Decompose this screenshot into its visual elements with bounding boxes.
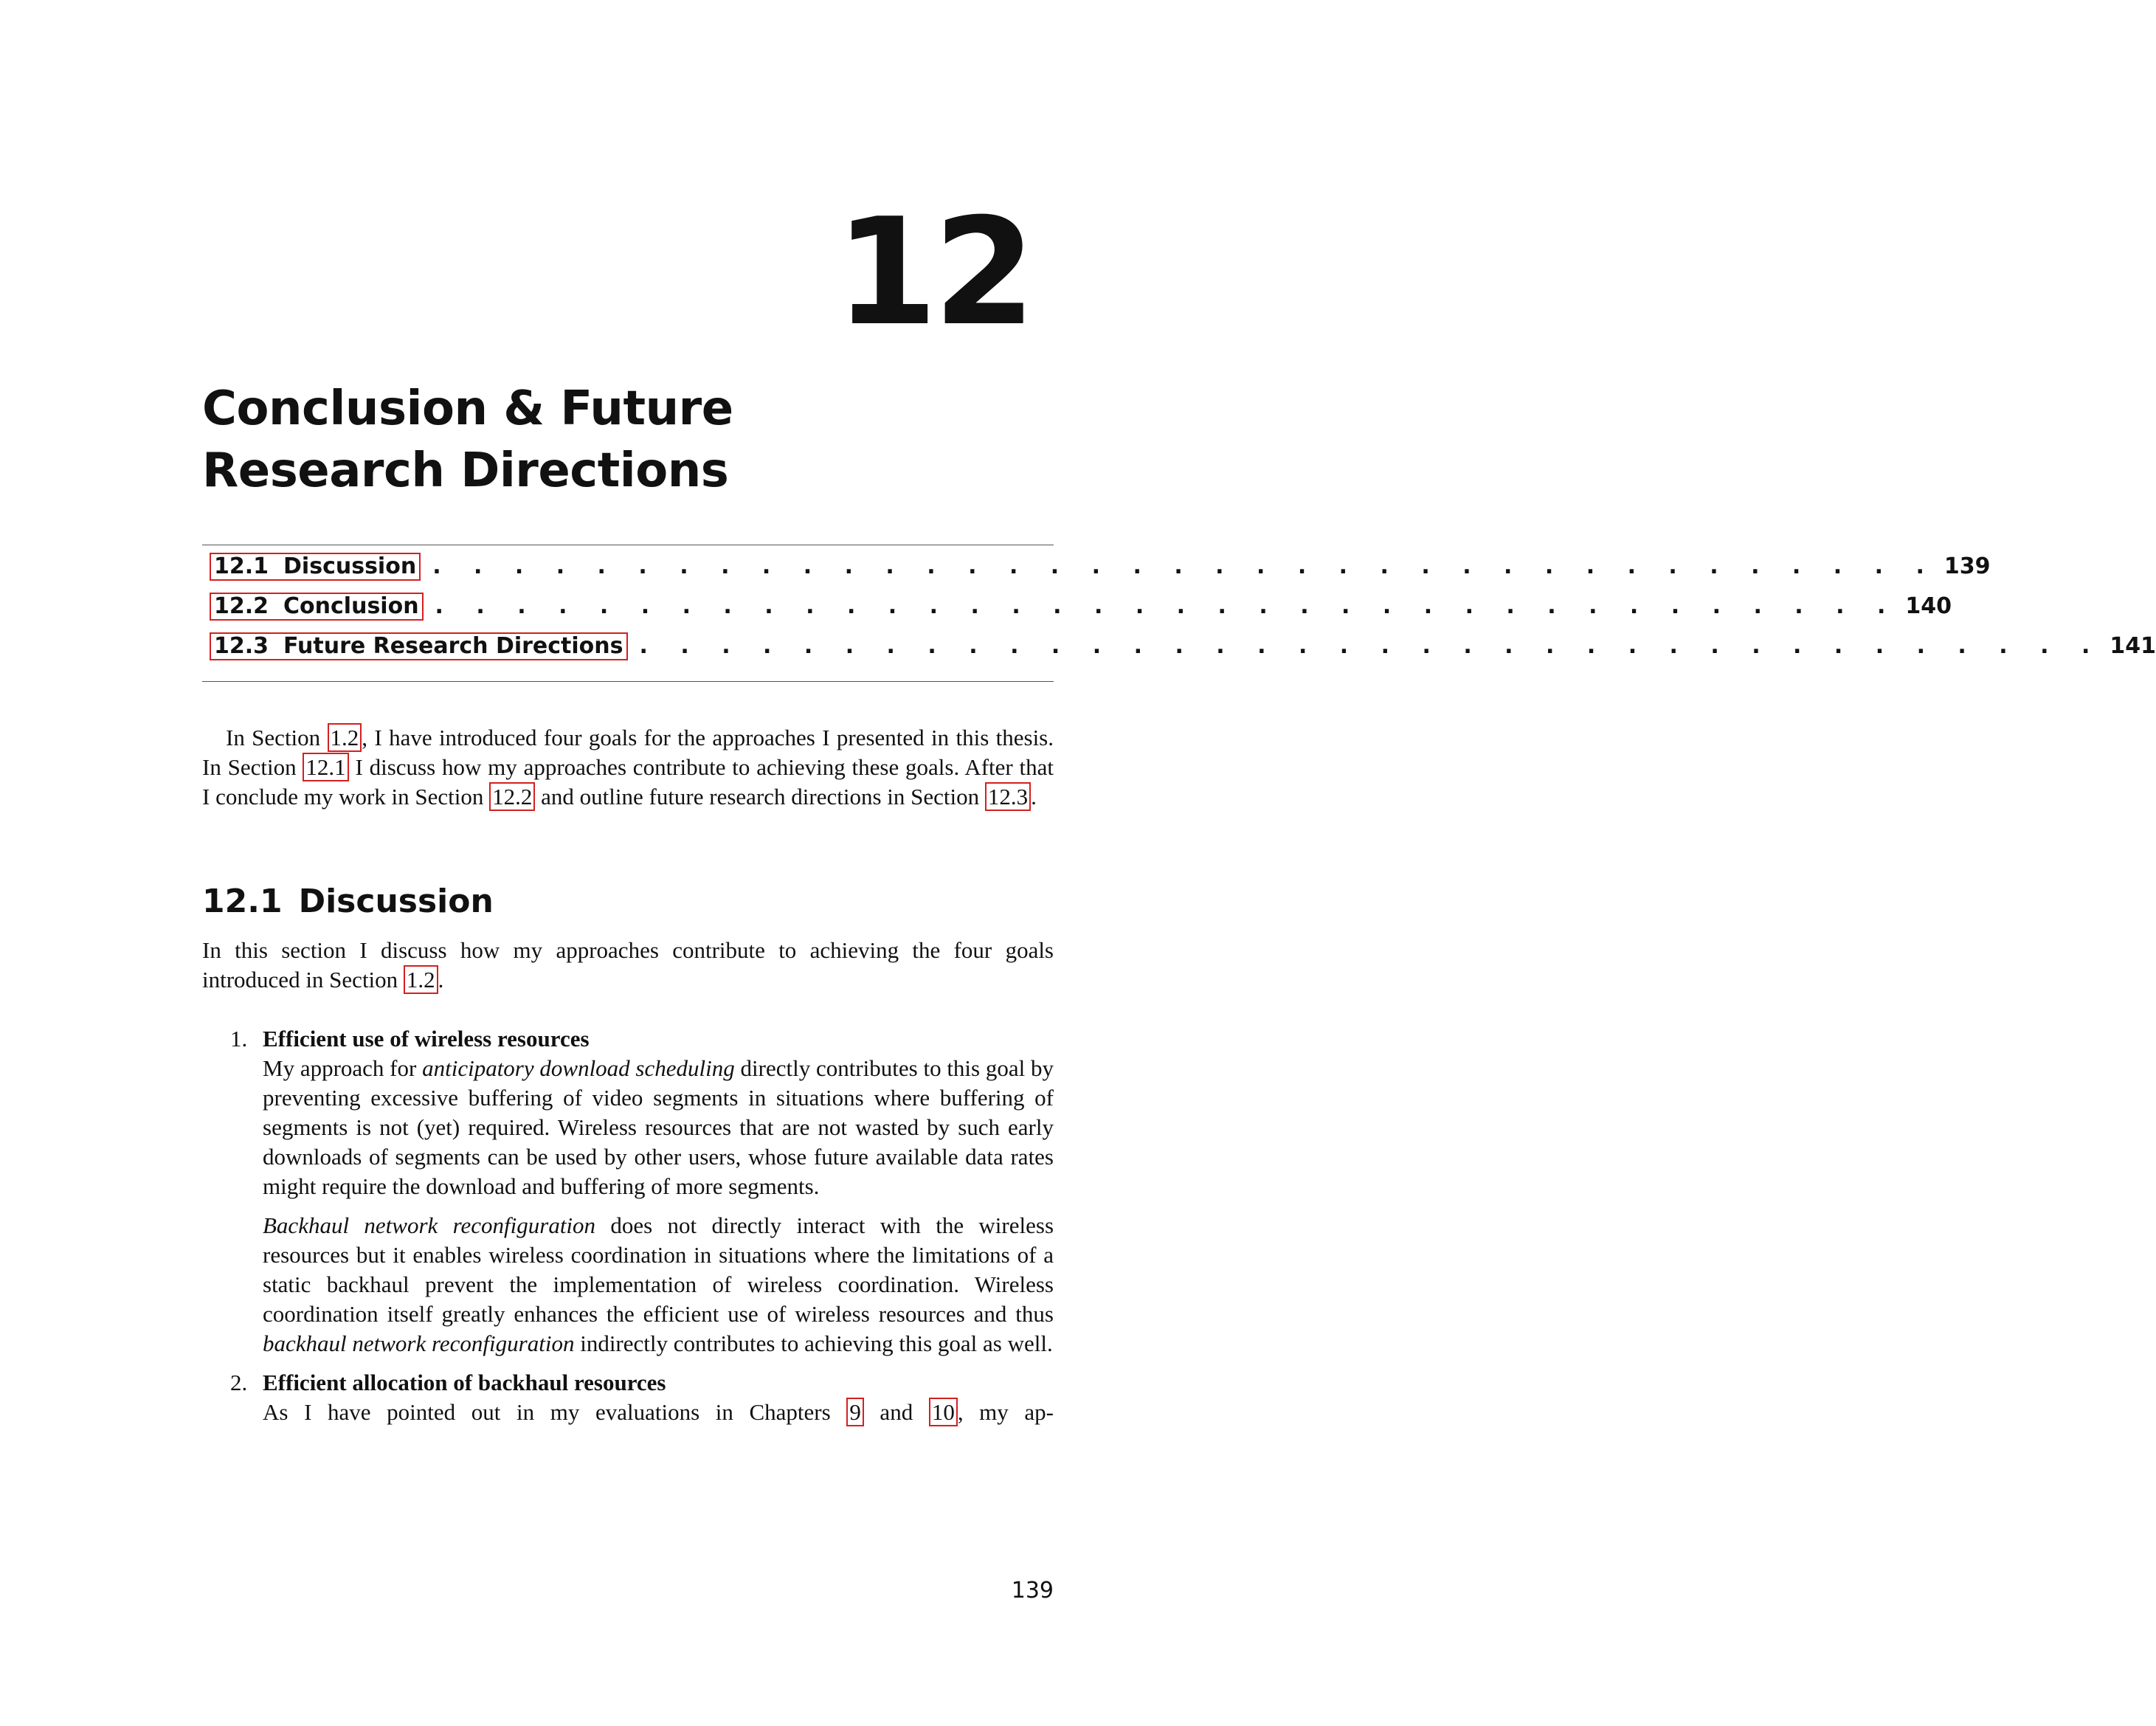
toc-link-discussion[interactable]: 12.1 Discussion xyxy=(210,553,421,581)
toc-page-number: 139 xyxy=(1943,553,1991,579)
toc-entry xyxy=(202,632,2156,672)
section-paragraph: In this section I discuss how my approaches contribute to achieving the four goals introduced in Section 1.2 . xyxy=(202,937,1054,993)
goals-list xyxy=(202,1024,1054,1427)
section-ref-link[interactable]: 1.2 xyxy=(404,965,438,994)
chapter-ref-link[interactable]: 10 xyxy=(929,1398,958,1426)
toc-entry xyxy=(202,553,1991,593)
toc-page-number: 141 xyxy=(2110,633,2156,659)
chapter-number: 12 xyxy=(835,187,1032,359)
list-item-title: Efficient use of wireless resources xyxy=(263,1026,590,1052)
list-item-title: Efficient allocation of backhaul resources xyxy=(263,1370,666,1395)
section-heading: 12.1 Discussion xyxy=(202,883,494,920)
toc-link-future-research[interactable]: 12.3 Future Research Directions xyxy=(210,632,628,660)
toc-leader-dots: . . . . . . . . . . . . . . . . . . . . . . . . . . . . . . . . . . . . xyxy=(639,633,2103,659)
toc-link-conclusion[interactable]: 12.2 Conclusion xyxy=(210,593,424,621)
section-ref-link[interactable]: 1.2 xyxy=(328,723,362,752)
page-number: 139 xyxy=(1011,1578,1054,1604)
list-item: 1. Efficient use of wireless resources My approach for anticipatory download scheduling directly contributes to this goal by preventing excessive buffering of video segments in situations where buffering of segments is not (yet) required. Wireless resources that are not wasted by such early downloads of segments can be used by other users, whose future available data rates might require the download and buffering of more segments. Backhaul network reconfiguration does not directly interact with the wireless resources but it enables wireless coordination in situations where the limitations of a static backhaul prevent the implementation of wireless coordination. Wireless coordination itself greatly enhances the efficient use of wireless resources and thus backhaul network reconfiguration indirectly contributes to achieving this goal as well. xyxy=(230,1026,1054,1356)
list-item: 2. Efficient allocation of backhaul resources As I have pointed out in my evaluations in Chapters 9 and 10 , my ap- xyxy=(230,1370,1054,1425)
toc-entry xyxy=(202,593,1952,632)
section-ref-link[interactable]: 12.2 xyxy=(489,782,535,811)
chapter-title: Conclusion & Future Research Directions xyxy=(202,382,733,498)
toc-leader-dots: . . . . . . . . . . . . . . . . . . . . . . . . . . . . . . . . . . . . . xyxy=(432,553,1937,579)
section-ref-link[interactable]: 12.1 xyxy=(303,753,348,781)
intro-paragraph: In Section 1.2 , I have introduced four goals for the approaches I presented in this thesis. In Section 12.1 I discuss how my approaches contribute to achieving these goals. After that I conclude my work in Section 12.2 and outline future research directions in Section 12.3 . xyxy=(202,725,1054,810)
chapter-mini-toc xyxy=(202,545,2156,682)
chapter-ref-link[interactable]: 9 xyxy=(846,1398,864,1426)
toc-page-number: 140 xyxy=(1905,593,1952,619)
section-ref-link[interactable]: 12.3 xyxy=(985,782,1031,811)
toc-leader-dots: . . . . . . . . . . . . . . . . . . . . . . . . . . . . . . . . . . . . xyxy=(435,593,1898,619)
